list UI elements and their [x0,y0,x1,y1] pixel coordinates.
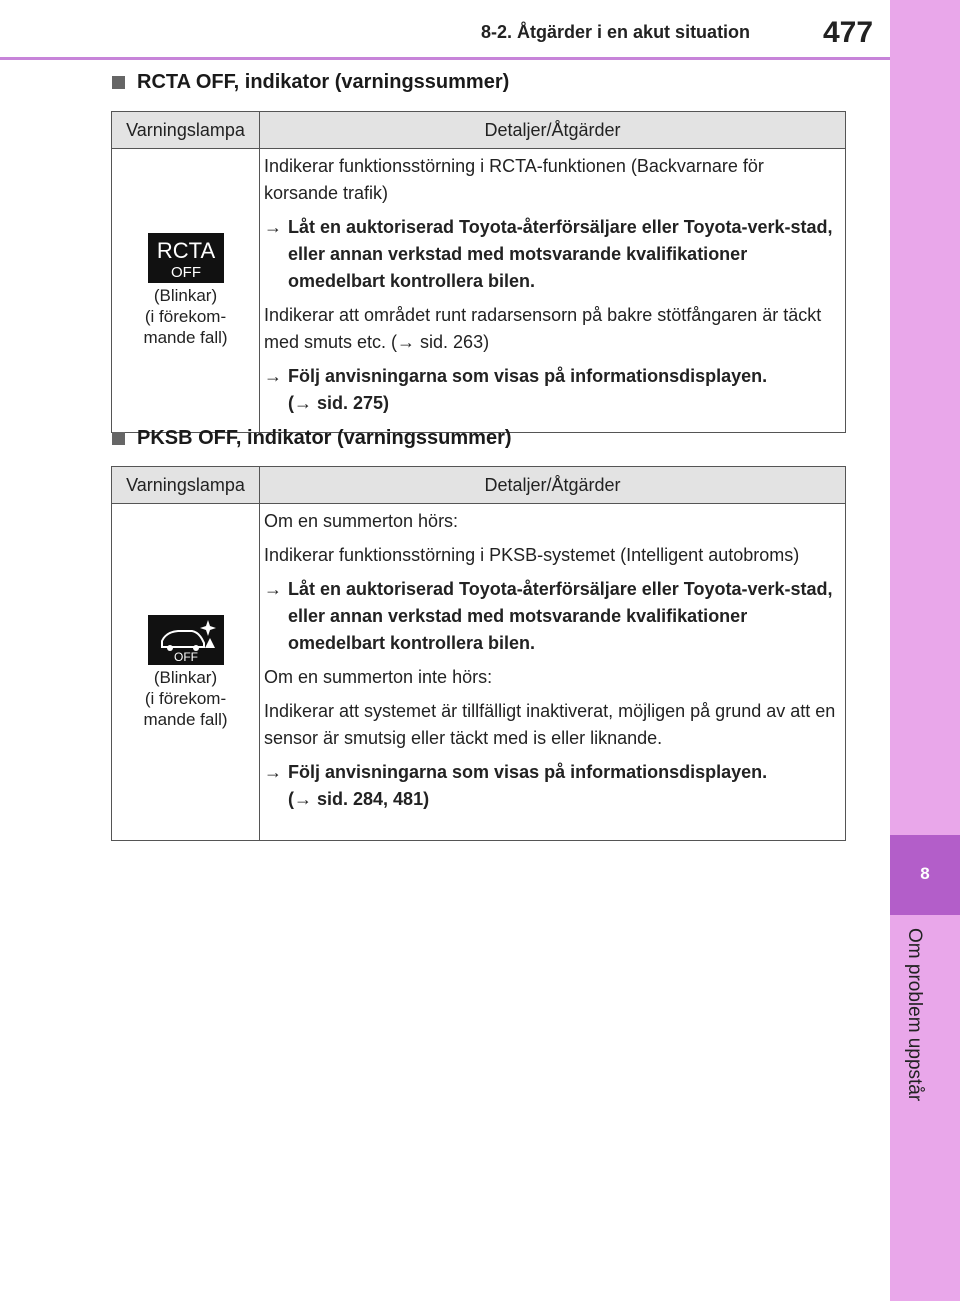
pksb-table [111,466,846,841]
ref-open-paren: ( [288,393,294,413]
description-text-part: Indikerar att området runt radarsensorn på bakre stötfångaren är täckt med smuts etc. ( [264,305,822,352]
rcta-off-icon [148,233,224,283]
arrow-right-icon: → [264,366,282,386]
page-reference[interactable]: sid. 263) [415,332,490,352]
rcta-heading-text: RCTA OFF, indikator (varningssummer) [137,71,510,93]
action-text: Låt en auktoriserad Toyota-återförsäljare eller Toyota-verk-stad, eller annan verkstad med motsvarande kvalifikationer omedelbart kontrollera bilen. [288,579,833,653]
bullet-square-icon [112,76,125,89]
arrow-right-icon: → [294,393,312,413]
lamp-note-line1: (i förekom- [144,688,227,708]
lamp-state: (Blinkar) [153,667,218,687]
lamp-column-header: Varningslampa [112,112,260,149]
action-item [264,759,841,813]
description-text: Indikerar att systemet är tillfälligt inaktiverat, möjligen på grund av att en sensor är smutsig eller täckt med is eller liknande. [264,701,836,748]
page-reference[interactable]: sid. 275) [312,393,390,413]
pksb-heading-text: PKSB OFF, indikator (varningssummer) [137,427,512,449]
details-column-header: Detaljer/Åtgärder [260,467,846,504]
rcta-icon-text: RCTA [156,238,215,263]
chapter-number: 8 [920,864,930,883]
lamp-note-line1: (i förekom- [144,307,227,326]
lamp-state: (Blinkar) [153,286,218,305]
lamp-cell [112,149,260,433]
rcta-heading [112,71,509,94]
lamp-note-line2: mande fall) [143,328,228,347]
bullet-square-icon [112,432,125,445]
ref-open-paren: ( [288,789,294,809]
pksb-heading [112,427,512,450]
action-item [264,214,841,295]
description-text: Indikerar funktionsstörning i PKSB-systemet (Intelligent autobroms) [264,545,800,565]
action-text: Följ anvisningarna som visas på informationsdisplayen. [288,366,768,386]
table-header-row [112,112,846,149]
action-text: Följ anvisningarna som visas på informationsdisplayen. [288,762,768,782]
details-cell [260,504,846,841]
arrow-right-icon: → [264,579,282,599]
arrow-right-icon: → [264,762,282,782]
chapter-title: Om problem uppstår [904,928,925,1102]
table-row [112,504,846,841]
details-cell [260,149,846,433]
arrow-right-icon: → [294,789,312,809]
rcta-icon-off-text: OFF [170,264,201,281]
arrow-right-icon: → [264,217,282,237]
condition-text: Om en summerton inte hörs: [264,667,493,687]
rcta-table [111,111,846,433]
section-title: 8-2. Åtgärder i en akut situation [481,22,751,42]
table-header-row [112,467,846,504]
lamp-column-header: Varningslampa [112,467,260,504]
action-item [264,363,841,417]
arrow-right-icon: → [397,332,416,352]
page-number: 477 [823,16,874,49]
table-row [112,149,846,433]
page-reference[interactable]: sid. 284, 481) [312,789,430,809]
description-text: Indikerar funktionsstörning i RCTA-funktionen (Backvarnare för korsande trafik) [264,156,764,203]
pksb-off-icon [148,615,224,665]
action-item [264,576,841,657]
action-text: Låt en auktoriserad Toyota-återförsäljare eller Toyota-verk-stad, eller annan verkstad med motsvarande kvalifikationer omedelbart kontrollera bilen. [288,217,833,291]
lamp-cell [112,504,260,841]
description-text [264,302,841,356]
pksb-icon-off-text: OFF [173,649,198,664]
lamp-note-line2: mande fall) [143,709,228,729]
details-column-header: Detaljer/Åtgärder [260,112,846,149]
condition-text: Om en summerton hörs: [264,511,459,531]
header-divider [0,57,890,60]
